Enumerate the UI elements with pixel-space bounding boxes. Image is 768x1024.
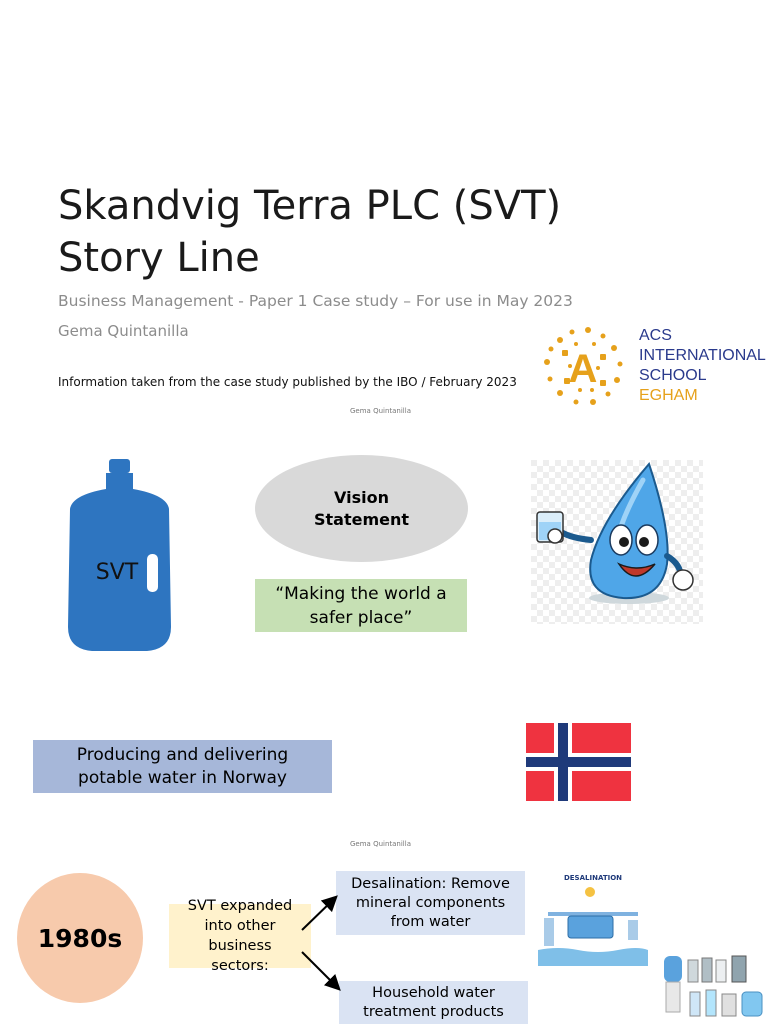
producing-water-text: Producing and delivering potable water in Norway [76, 744, 289, 788]
vision-statement-ellipse [255, 455, 468, 562]
footer-watermark: Gema Quintanilla [350, 407, 411, 415]
slide-subtitle: Business Management - Paper 1 Case study – For use in May 2023 [58, 292, 573, 310]
desalination-text: Desalination: Remove mineral components from water [351, 875, 510, 930]
slide-title-line-1: Skandvig Terra PLC (SVT) [58, 183, 562, 229]
logo-line-international: INTERNATIONAL [639, 347, 766, 364]
vision-statement-title: Vision Statement [313, 487, 410, 529]
water-drop-mascot-icon [531, 460, 703, 624]
household-treatment-box [339, 981, 528, 1024]
logo-line-school: SCHOOL [639, 367, 707, 384]
acs-school-logo [540, 322, 768, 410]
author-name: Gema Quintanilla [58, 322, 189, 340]
norway-flag-icon [526, 723, 631, 801]
desalination-box [336, 871, 525, 935]
bottle-label: SVT [95, 560, 139, 585]
expansion-text: SVT expanded into other business sectors: [187, 898, 293, 974]
acs-emblem-icon [540, 322, 630, 410]
source-info: Information taken from the case study published by the IBO / February 2023 [58, 375, 517, 389]
producing-water-box [33, 740, 332, 793]
water-bottle-icon [62, 457, 177, 653]
svg-text:A: A [568, 347, 598, 391]
vision-motto-box [255, 579, 467, 632]
decade-label: 1980s [37, 923, 123, 953]
decade-circle [17, 873, 143, 1003]
logo-line-egham: EGHAM [639, 387, 698, 404]
logo-line-acs: ACS [639, 327, 672, 344]
footer-watermark: Gema Quintanilla [350, 840, 411, 848]
slide-title-line-2: Story Line [58, 235, 260, 281]
vision-motto: “Making the world a safer place” [275, 583, 447, 628]
water-filters-icon [660, 952, 768, 1024]
household-treatment-text: Household water treatment products [363, 985, 504, 1020]
svg-text:DESALINATION: DESALINATION [563, 874, 623, 882]
desalination-diagram-icon [538, 868, 648, 966]
expansion-box [169, 898, 311, 974]
